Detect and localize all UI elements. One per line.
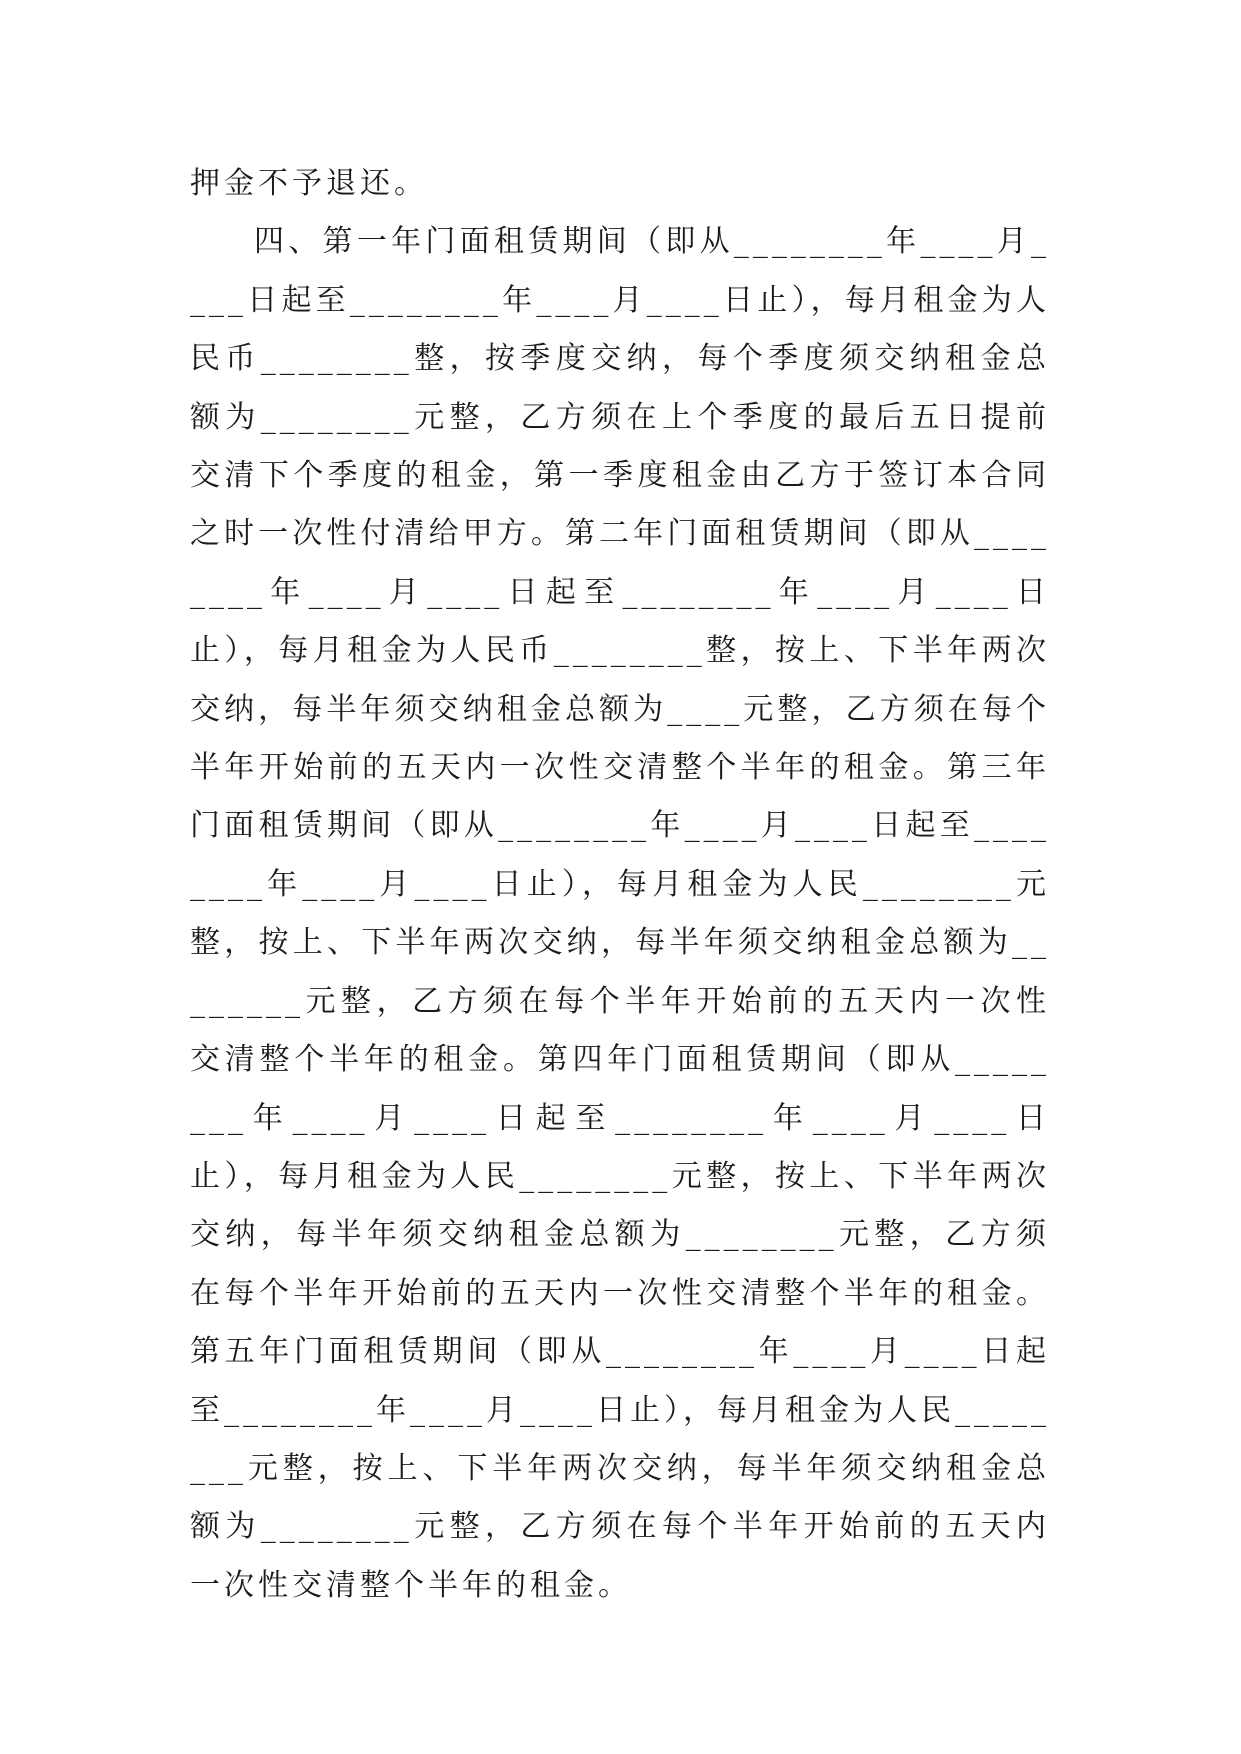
- paragraph-deposit-clause-end: 押金不予退还。: [190, 166, 428, 201]
- paragraph-rent-clause-four: 四、第一年门面租赁期间（即从________年____月____日起至________年____月____日止），每月租金为人民币________整，按季度交纳，每个季度须交纳租金总额为________元整，乙方须在上个季度的最后五日提前交清下个季度的租金，第一季度租金由乙方于签订本合同之时一次性付清给甲方。第二年门面租赁期间（即从________年____月____日起至________年____月____日止），每月租金为人民币________整，按上、下半年两次交纳，每半年须交纳租金总额为____元整，乙方须在每个半年开始前的五天内一次性交清整个半年的租金。第三年门面租赁期间（即从________年____月____日起至________年____月____日止），每月租金为人民________元整，按上、下半年两次交纳，每半年须交纳租金总额为________元整，乙方须在每个半年开始前的五天内一次性交清整个半年的租金。第四年门面租赁期间（即从________年____月____日起至________年____月____日止），每月租金为人民________元整，按上、下半年两次交纳，每半年须交纳租金总额为________元整，乙方须在每个半年开始前的五天内一次性交清整个半年的租金。第五年门面租赁期间（即从________年____月____日起至________年____月____日止），每月租金为人民________元整，按上、下半年两次交纳，每半年须交纳租金总额为________元整，乙方须在每个半年开始前的五天内一次性交清整个半年的租金。: [190, 224, 1050, 1603]
- document-body: [190, 155, 1050, 1615]
